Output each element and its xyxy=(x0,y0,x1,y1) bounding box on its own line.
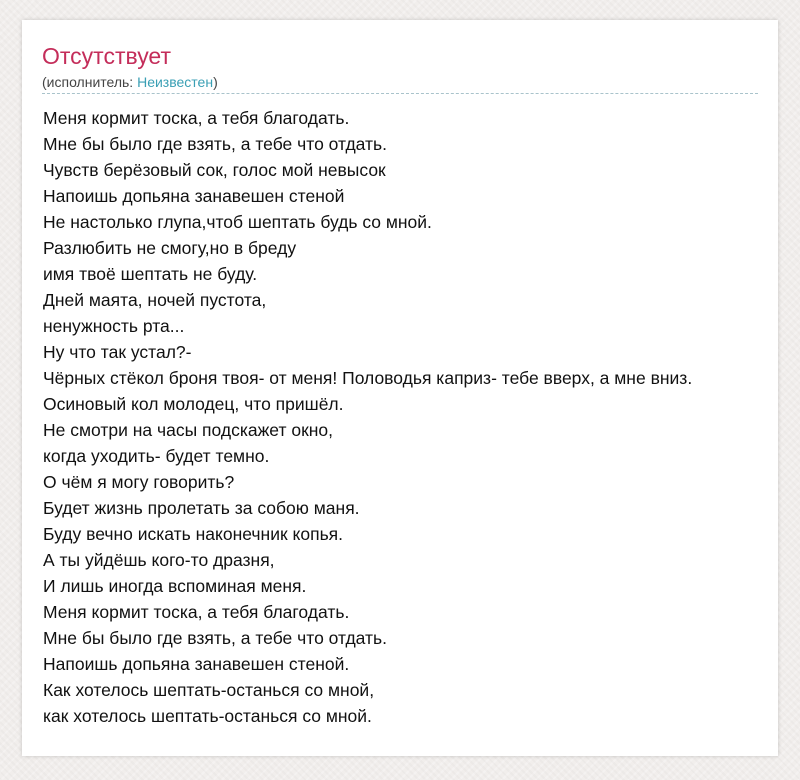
lyric-line: Осиновый кол молодец, что пришёл. xyxy=(43,394,344,414)
lyric-line: Разлюбить не смогу,но в бреду xyxy=(43,238,297,258)
lyric-line: Буду вечно искать наконечник копья. xyxy=(43,524,344,544)
artist-prefix: (исполнитель: xyxy=(42,74,138,90)
lyric-line: Меня кормит тоска, а тебя благодать. xyxy=(43,108,350,128)
lyric-line: А ты уйдёшь кого-то дразня, xyxy=(43,550,275,570)
lyric-line: Не настолько глупа,чтоб шептать будь со мной. xyxy=(43,212,432,232)
lyric-line: имя твоё шептать не буду. xyxy=(43,264,258,284)
lyric-line: Напоишь допьяна занавешен стеной. xyxy=(43,654,350,674)
lyric-line: Чёрных стёкол броня твоя- от меня! Половодья каприз- тебе вверх, а мне вниз. xyxy=(43,368,693,388)
lyric-line: Не смотри на часы подскажет окно, xyxy=(43,420,333,440)
lyric-line: Будет жизнь пролетать за собою маня. xyxy=(43,498,360,518)
lyric-line: когда уходить- будет темно. xyxy=(43,446,270,466)
artist-line xyxy=(42,73,218,91)
lyric-line: ненужность рта... xyxy=(43,316,185,336)
lyric-line: как хотелось шептать-останься со мной. xyxy=(43,706,372,726)
lyric-line: Как хотелось шептать-останься со мной, xyxy=(43,680,375,700)
lyric-line: Чувств берёзовый сок, голос мой невысок xyxy=(43,160,386,180)
lyric-line: О чём я могу говорить? xyxy=(43,472,235,492)
lyric-line: И лишь иногда вспоминая меня. xyxy=(43,576,307,596)
lyric-line: Мне бы было где взять, а тебе что отдать. xyxy=(43,134,388,154)
lyric-line: Меня кормит тоска, а тебя благодать. xyxy=(43,602,350,622)
lyric-line: Ну что так устал?- xyxy=(43,342,192,362)
lyric-line: Мне бы было где взять, а тебе что отдать. xyxy=(43,628,388,648)
song-title: Отсутствует xyxy=(42,43,171,69)
lyric-line: Напоишь допьяна занавешен стеной xyxy=(43,186,345,206)
lyrics-card xyxy=(22,20,778,756)
artist-link[interactable]: Неизвестен xyxy=(137,74,214,90)
lyric-line: Дней маята, ночей пустота, xyxy=(43,290,267,310)
lyrics-text xyxy=(43,105,692,729)
artist-suffix: ) xyxy=(213,74,218,90)
title-divider xyxy=(42,93,758,94)
